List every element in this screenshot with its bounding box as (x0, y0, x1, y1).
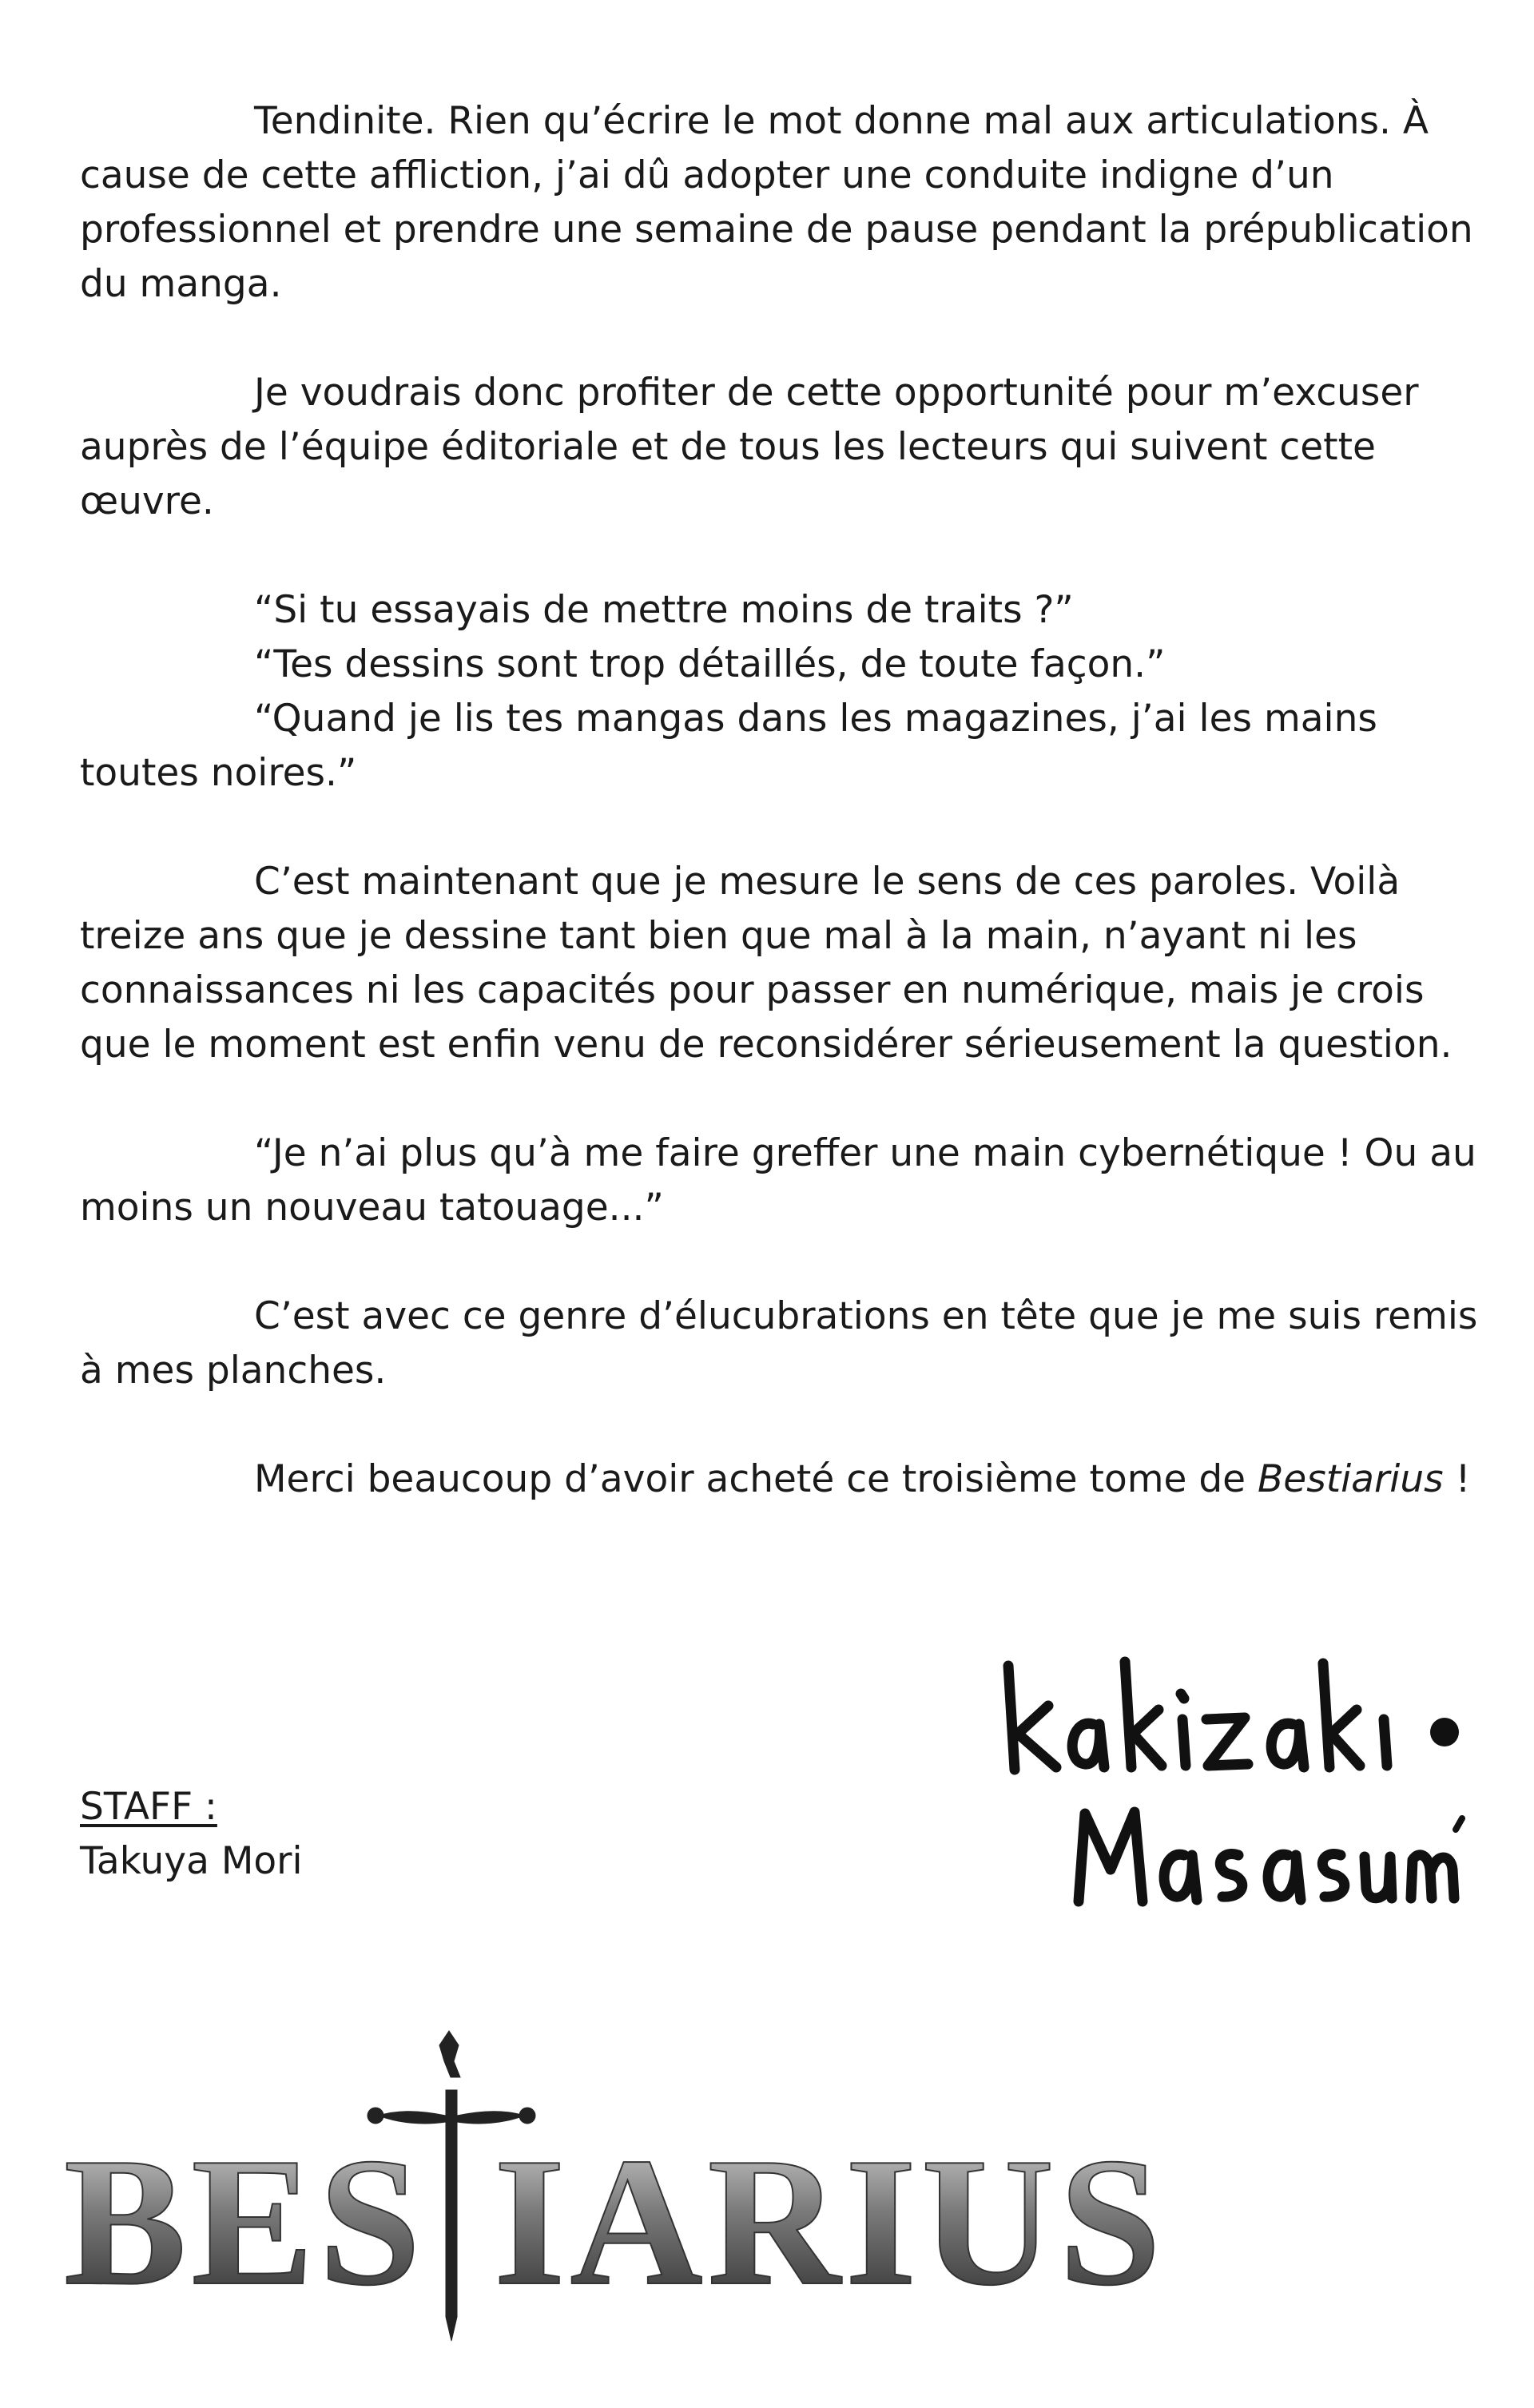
paragraph-digital: C’est maintenant que je mesure le sens de ces paroles. Voilà treize ans que je dessine tant bien que mal à la main, n’ayant ni les connaissances ni les capacités pour passer en numérique, mais je crois que le moment est enfin venu de reconsidérer sérieusement la question. (80, 860, 1453, 1067)
quote-line: “Quand je lis tes mangas dans les magazines, j’ai les mains toutes noires.” (80, 697, 1377, 795)
quote-line: “Si tu essayais de mettre moins de traits ?” (254, 588, 1074, 632)
bestiarius-logo (56, 2013, 1174, 2365)
thanks-suffix: ! (1443, 1457, 1471, 1501)
staff-name: Takuya Mori (80, 1839, 303, 1883)
paragraph-tendinitis: Tendinite. Rien qu’écrire le mot donne mal aux articulations. À cause de cette affliction, j’ai dû adopter une conduite indigne d’un professionnel et prendre une semaine de pause pendant la prépublication du manga. (80, 99, 1473, 306)
svg-text:IARIUS: IARIUS (494, 2120, 1166, 2323)
afterword-text (80, 94, 1486, 1561)
staff-credits (80, 1780, 303, 1889)
svg-text:BES: BES (64, 2120, 426, 2323)
paragraph-back-to-work: C’est avec ce genre d’élucubrations en tête que je me suis remis à mes planches. (80, 1294, 1478, 1393)
quote-line: “Tes dessins sont trop détaillés, de toute façon.” (254, 642, 1166, 686)
quotes-block (80, 583, 1486, 801)
series-title-italic: Bestiarius (1258, 1457, 1444, 1501)
staff-heading: STAFF : (80, 1785, 217, 1829)
thanks-text: Merci beaucoup d’avoir acheté ce troisième tome de (254, 1457, 1246, 1501)
paragraph-cybernetic-quote: “Je n’ai plus qu’à me faire greffer une main cybernétique ! Ou au moins un nouveau tatouage...” (80, 1131, 1476, 1230)
paragraph-thanks (80, 1452, 1486, 1507)
author-signature (991, 1630, 1470, 1965)
paragraph-apology: Je voudrais donc profiter de cette opportunité pour m’excuser auprès de l’équipe éditoriale et de tous les lecteurs qui suivent cette œuvre. (80, 371, 1419, 523)
